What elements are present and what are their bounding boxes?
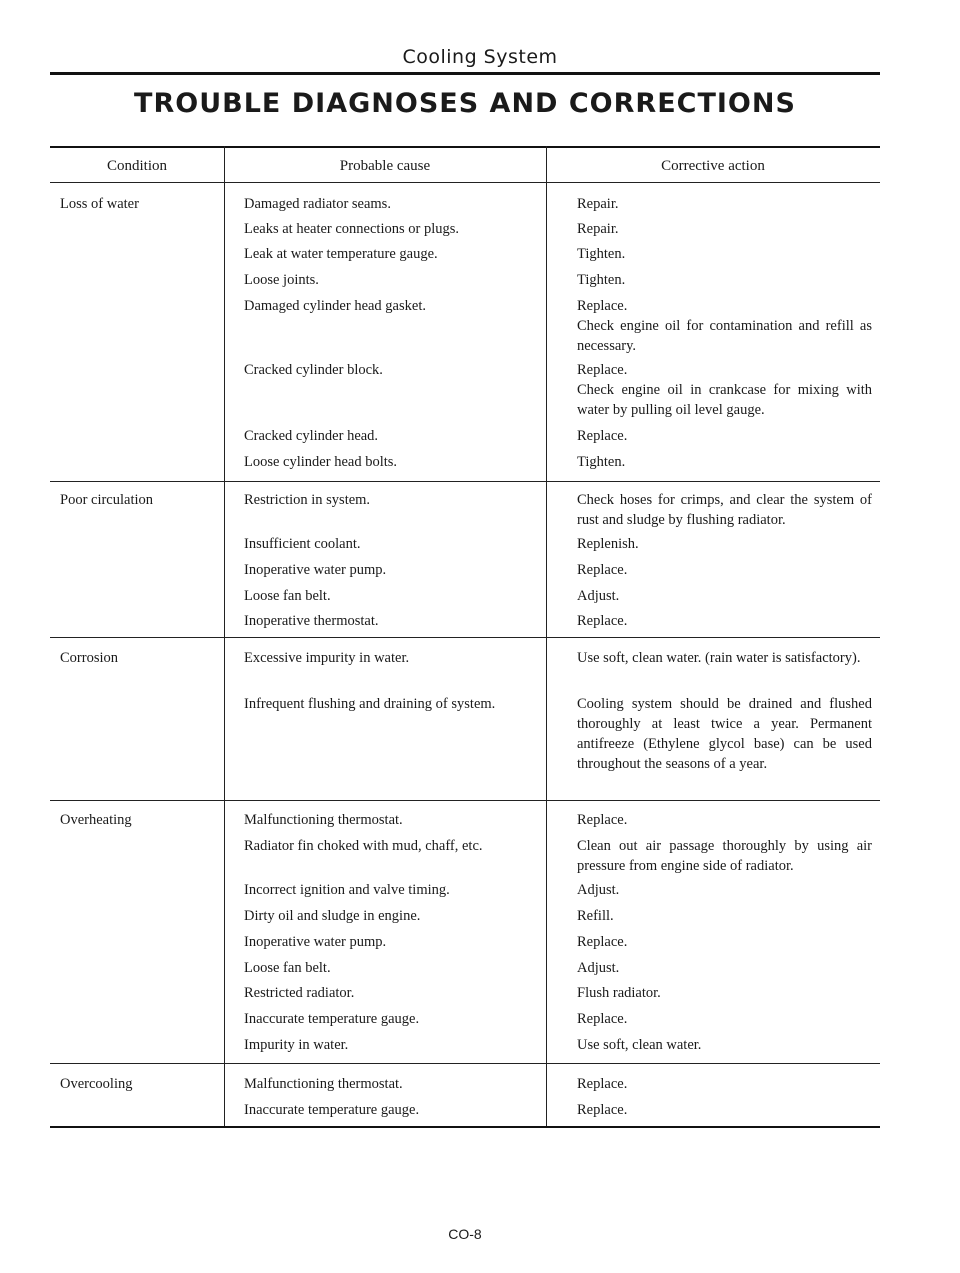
- section-rule: [50, 1063, 880, 1064]
- condition-poor-circulation: Poor circulation: [60, 492, 154, 508]
- section-title: Cooling System: [402, 46, 558, 68]
- header-rule: [50, 182, 880, 183]
- action: Refill.: [577, 908, 614, 924]
- cause: Malfunctioning thermostat.: [244, 812, 403, 828]
- cause: Restricted radiator.: [244, 985, 355, 1001]
- cause: Loose fan belt.: [244, 588, 331, 604]
- condition-corrosion: Corrosion: [60, 650, 118, 666]
- action: Replace.: [577, 1102, 628, 1118]
- section-rule: [50, 481, 880, 482]
- action: Flush radiator.: [577, 985, 661, 1001]
- action: Replace.: [577, 934, 628, 950]
- cause: Damaged radiator seams.: [244, 196, 391, 212]
- cause: Damaged cylinder head gasket.: [244, 298, 426, 314]
- cause: Cracked cylinder head.: [244, 428, 379, 444]
- cause: Inaccurate temperature gauge.: [244, 1011, 420, 1027]
- table-top-rule: [50, 146, 880, 148]
- action: Clean out air passage thoroughly by using air pressure from engine side of radiator.: [577, 838, 872, 874]
- action: Adjust.: [577, 960, 620, 976]
- cause: Dirty oil and sludge in engine.: [244, 908, 421, 924]
- action: Replace.: [577, 298, 628, 314]
- cause: Malfunctioning thermostat.: [244, 1076, 403, 1092]
- action: Use soft, clean water.: [577, 1037, 702, 1053]
- cause: Radiator fin choked with mud, chaff, etc.: [244, 838, 483, 854]
- action-detail: Check engine oil for contamination and refill as necessary.: [577, 318, 872, 354]
- cause: Leak at water temperature gauge.: [244, 246, 438, 262]
- action: Adjust.: [577, 882, 620, 898]
- cause: Restriction in system.: [244, 492, 371, 508]
- cause: Inoperative water pump.: [244, 934, 387, 950]
- cause: Loose cylinder head bolts.: [244, 454, 398, 470]
- cause: Inoperative thermostat.: [244, 613, 379, 629]
- action: Check hoses for crimps, and clear the system of rust and sludge by flushing radiator.: [577, 492, 872, 528]
- action: Repair.: [577, 196, 619, 212]
- section-rule: [50, 637, 880, 638]
- table-bottom-rule: [50, 1126, 880, 1128]
- action: Replace.: [577, 613, 628, 629]
- action: Tighten.: [577, 272, 626, 288]
- cause: Cracked cylinder block.: [244, 362, 383, 378]
- action: Adjust.: [577, 588, 620, 604]
- action: Repair.: [577, 221, 619, 237]
- action: Tighten.: [577, 454, 626, 470]
- page-title: TROUBLE DIAGNOSES AND CORRECTIONS: [134, 88, 796, 119]
- header-condition: Condition: [106, 158, 167, 174]
- section-rule: [50, 800, 880, 801]
- condition-overcooling: Overcooling: [60, 1076, 133, 1092]
- cause: Excessive impurity in water.: [244, 650, 410, 666]
- cause: Loose joints.: [244, 272, 319, 288]
- cause: Loose fan belt.: [244, 960, 331, 976]
- header-probable-cause: Probable cause: [339, 158, 431, 174]
- action: Replace.: [577, 562, 628, 578]
- cause: Impurity in water.: [244, 1037, 349, 1053]
- condition-loss-of-water: Loss of water: [60, 196, 139, 212]
- header-corrective-action: Corrective action: [661, 158, 765, 174]
- action: Replace.: [577, 1076, 628, 1092]
- page-number: CO-8: [448, 1226, 482, 1242]
- cause: Infrequent flushing and draining of system.: [244, 696, 496, 712]
- cause: Inoperative water pump.: [244, 562, 387, 578]
- action: Replace.: [577, 362, 628, 378]
- action: Replace.: [577, 428, 628, 444]
- action: Replace.: [577, 1011, 628, 1027]
- action: Replace.: [577, 812, 628, 828]
- action-detail: Check engine oil in crankcase for mixing with water by pulling oil level gauge.: [577, 382, 872, 418]
- action: Use soft, clean water. (rain water is satisfactory).: [577, 650, 861, 666]
- action: Tighten.: [577, 246, 626, 262]
- cause: Leaks at heater connections or plugs.: [244, 221, 460, 237]
- action: Replenish.: [577, 536, 639, 552]
- action: Cooling system should be drained and flushed thoroughly at least twice a year. Permanent antifreeze (Ethylene glycol base) can be used throughout the seasons of a year.: [577, 696, 872, 772]
- diagnosis-table: [50, 146, 880, 1128]
- cause: Incorrect ignition and valve timing.: [244, 882, 450, 898]
- cause: Insufficient coolant.: [244, 536, 361, 552]
- header-rule: [50, 72, 880, 75]
- condition-overheating: Overheating: [60, 812, 132, 828]
- cause: Inaccurate temperature gauge.: [244, 1102, 420, 1118]
